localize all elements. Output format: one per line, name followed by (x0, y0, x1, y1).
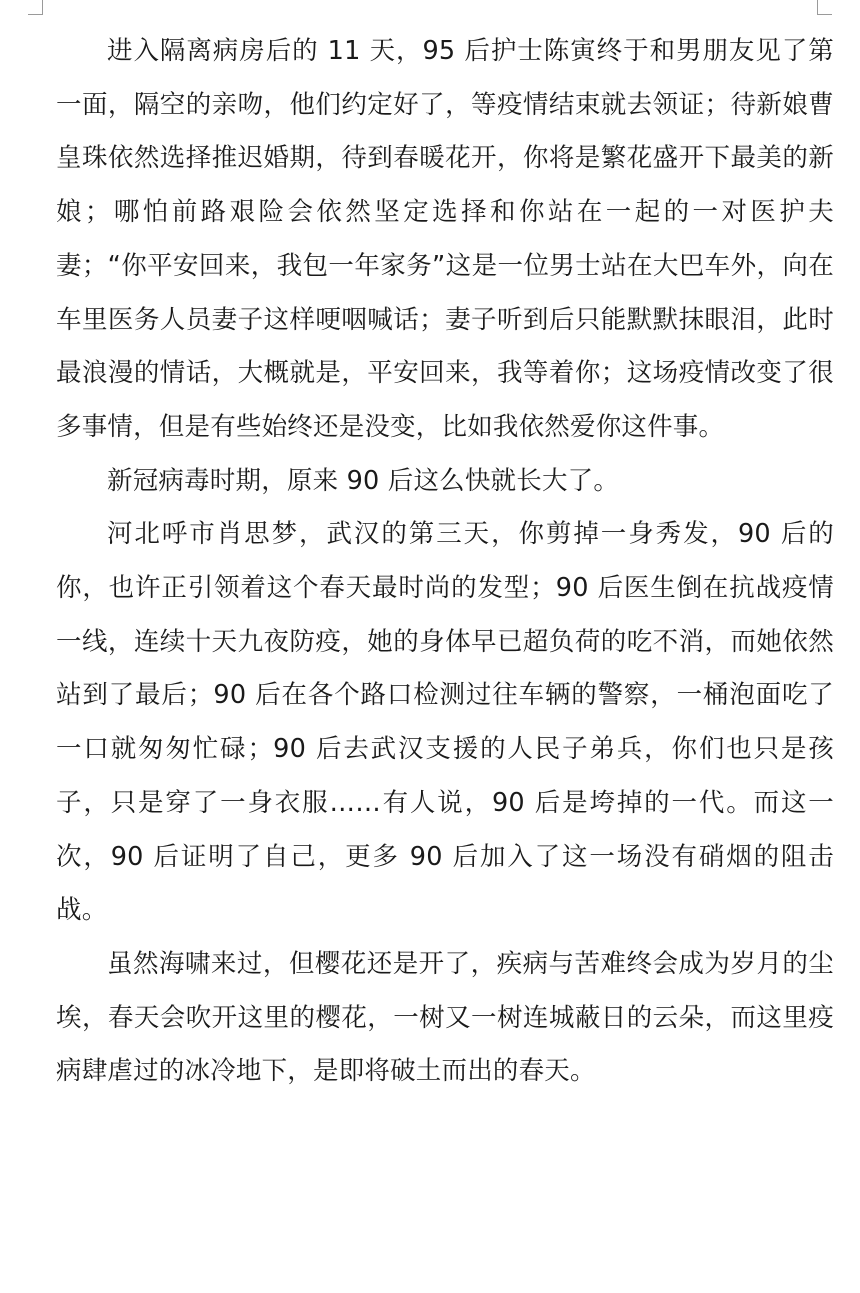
document-body[interactable] (56, 25, 834, 1099)
paragraph-cherry-blossoms: 虽然海啸来过，但樱花还是开了，疾病与苦难终会成为岁月的尘埃，春天会吹开这里的樱花，一树又一树连城蔽日的云朵，而这里疫病肆虐过的冰冷地下，是即将破土而出的春天。 (56, 948, 834, 1087)
page-corner-mark-top-right (817, 0, 832, 15)
paragraph-nurse-chen-yin: 进入隔离病房后的 11 天，95 后护士陈寅终于和男朋友见了第一面，隔空的亲吻，他们约定好了，等疫情结束就去领证；待新娘曹皇珠依然选择推迟婚期，待到春暖花开，你将是繁花盛开下最美的新娘；哪怕前路艰险会依然坚定选择和你站在一起的一对医护夫妻；“你平安回来，我包一年家务”这是一位男士站在大巴车外，向在车里医务人员妻子这样哽咽喊话；妻子听到后只能默默抹眼泪，此时最浪漫的情话，大概就是，平安回来，我等着你；这场疫情改变了很多事情，但是有些始终还是没变，比如我依然爱你这件事。 (56, 36, 834, 442)
page-corner-mark-top-left (28, 0, 43, 15)
paragraph-post-90s-stories: 河北呼市肖思梦，武汉的第三天，你剪掉一身秀发，90 后的你，也许正引领着这个春天最时尚的发型；90 后医生倒在抗战疫情一线，连续十天九夜防疫，她的身体早已超负荷的吃不消，而她依然站到了最后；90 后在各个路口检测过往车辆的警察，一桶泡面吃了一口就匆匆忙碌；90 后去武汉支援的人民子弟兵，你们也只是孩子，只是穿了一身衣服……有人说，90 后是垮掉的一代。而这一次，90 后证明了自己，更多 90 后加入了这一场没有硝烟的阻击战。 (56, 519, 834, 926)
paragraph-post-90s-grew-up: 新冠病毒时期，原来 90 后这么快就长大了。 (107, 465, 620, 496)
